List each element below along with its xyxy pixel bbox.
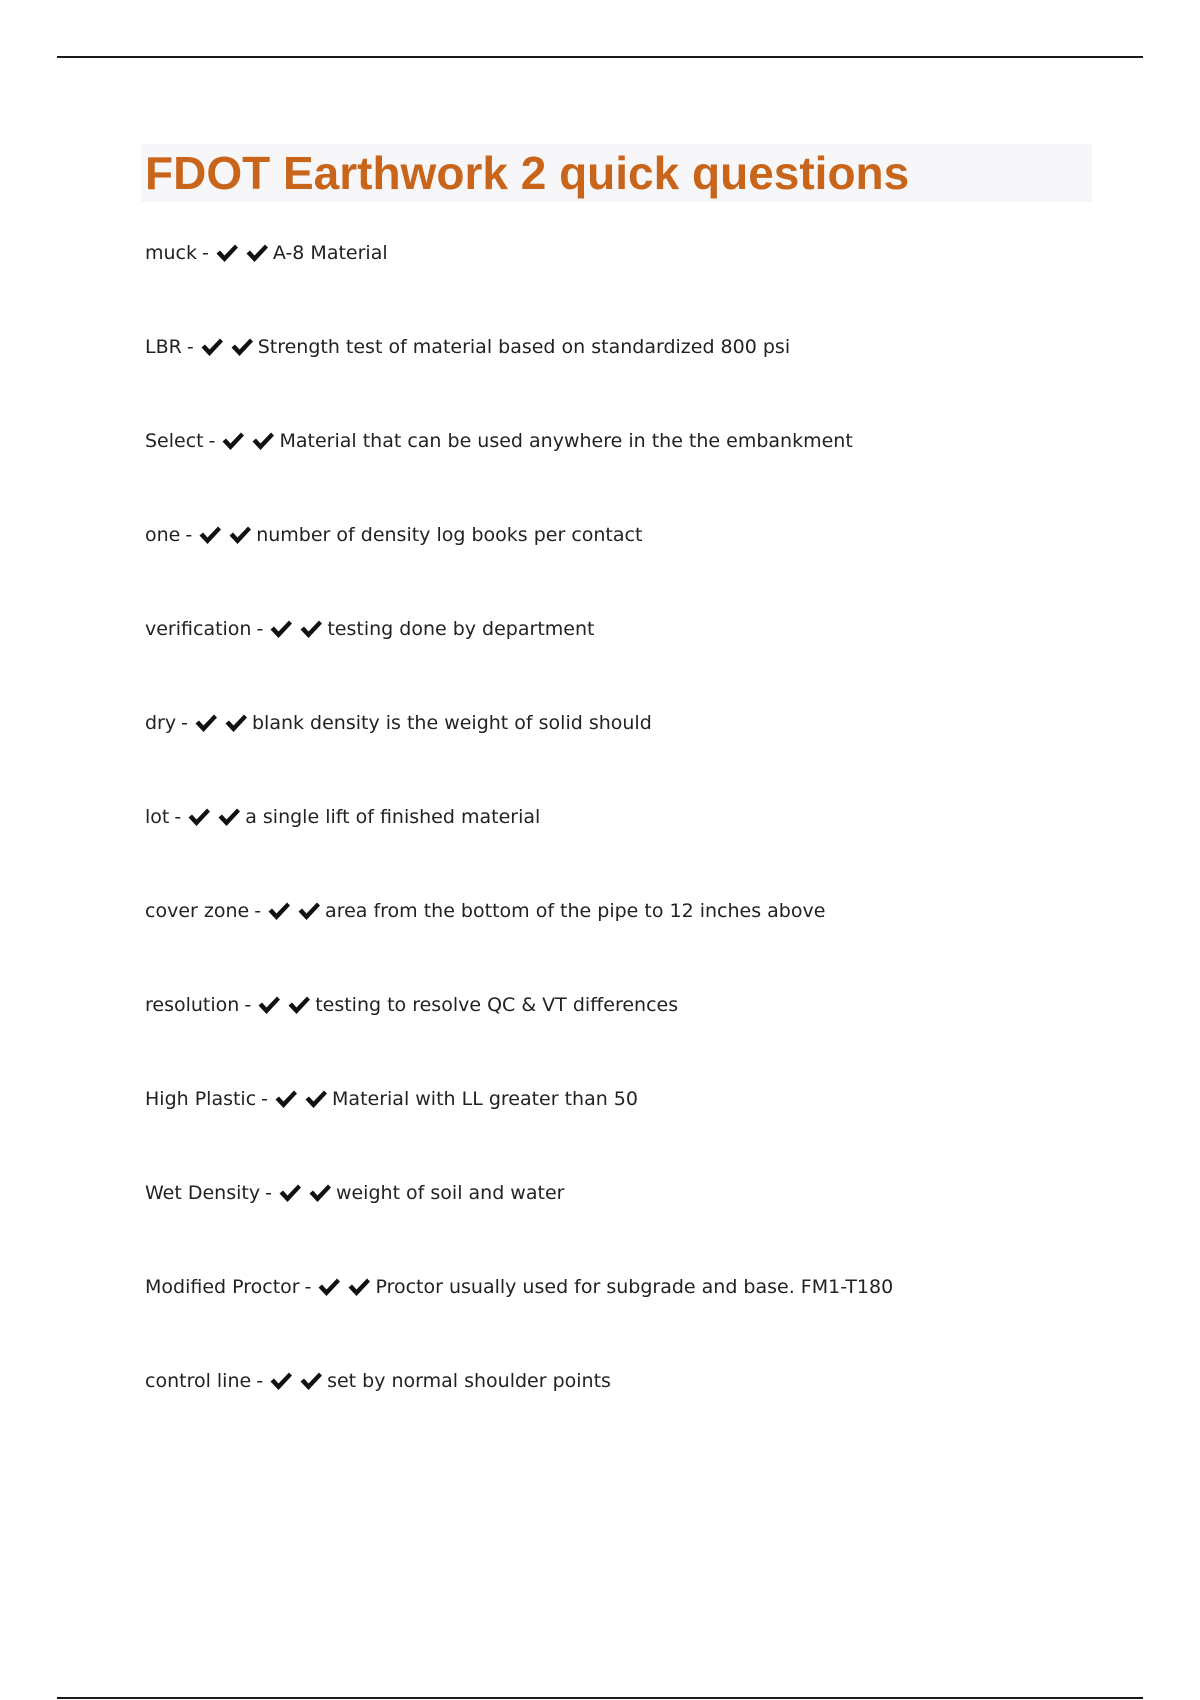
- check-marks: [267, 898, 323, 924]
- definition: A-8 Material: [272, 242, 388, 264]
- separator: -: [244, 994, 252, 1016]
- check-marks: [200, 334, 256, 360]
- check-mark-icon: [308, 1183, 332, 1203]
- list-item: [145, 334, 1145, 428]
- separator: -: [261, 1088, 269, 1110]
- check-mark-icon: [187, 807, 211, 827]
- definition: Material with LL greater than 50: [332, 1088, 638, 1110]
- check-mark-icon: [194, 713, 218, 733]
- term: Select: [145, 430, 204, 452]
- check-marks: [215, 240, 271, 266]
- definition: testing done by department: [327, 618, 595, 640]
- check-mark-icon: [287, 995, 311, 1015]
- footer-rule: [57, 1697, 1143, 1699]
- definition: Material that can be used anywhere in the the embankment: [279, 430, 853, 452]
- check-mark-icon: [228, 525, 252, 545]
- list-item: [145, 992, 1145, 1086]
- check-mark-icon: [221, 431, 245, 451]
- list-item: [145, 710, 1145, 804]
- list-item: [145, 616, 1145, 710]
- check-mark-icon: [317, 1277, 341, 1297]
- separator: -: [186, 336, 194, 358]
- check-marks: [221, 428, 277, 454]
- separator: -: [174, 806, 182, 828]
- list-item: [145, 1368, 1145, 1462]
- check-mark-icon: [269, 619, 293, 639]
- check-mark-icon: [230, 337, 254, 357]
- definition: area from the bottom of the pipe to 12 inches above: [325, 900, 826, 922]
- check-mark-icon: [200, 337, 224, 357]
- check-mark-icon: [198, 525, 222, 545]
- definition: weight of soil and water: [335, 1182, 565, 1204]
- separator: -: [202, 242, 209, 264]
- separator: -: [185, 524, 193, 546]
- definition: testing to resolve QC & VT differences: [315, 994, 679, 1016]
- check-marks: [317, 1274, 373, 1300]
- check-mark-icon: [304, 1089, 328, 1109]
- definition: blank density is the weight of solid should: [251, 712, 652, 734]
- term: verification: [145, 618, 252, 640]
- term: cover zone: [145, 900, 250, 922]
- check-mark-icon: [274, 1089, 298, 1109]
- check-marks: [187, 804, 243, 830]
- list-item: [145, 522, 1145, 616]
- check-mark-icon: [217, 807, 241, 827]
- check-marks: [269, 616, 325, 642]
- separator: -: [304, 1276, 312, 1298]
- check-mark-icon: [257, 995, 281, 1015]
- term: Modified Proctor: [145, 1276, 300, 1298]
- separator: -: [181, 712, 188, 734]
- check-marks: [274, 1086, 330, 1112]
- definition: Proctor usually used for subgrade and base. FM1-T180: [375, 1276, 894, 1298]
- list-item: [145, 898, 1145, 992]
- check-marks: [269, 1368, 325, 1394]
- separator: -: [254, 900, 262, 922]
- definition: number of density log books per contact: [256, 524, 643, 546]
- check-mark-icon: [245, 243, 269, 263]
- check-mark-icon: [278, 1183, 302, 1203]
- definition: Strength test of material based on standardized 800 psi: [257, 336, 791, 358]
- term: control line: [145, 1370, 252, 1392]
- check-mark-icon: [347, 1277, 371, 1297]
- term: Wet Density: [145, 1182, 261, 1204]
- check-mark-icon: [299, 619, 323, 639]
- check-marks: [194, 710, 250, 736]
- check-mark-icon: [267, 901, 291, 921]
- check-mark-icon: [251, 431, 275, 451]
- definition: a single lift of finished material: [245, 806, 541, 828]
- term: lot: [145, 806, 170, 828]
- term: muck: [145, 242, 197, 264]
- definition: set by normal shoulder points: [327, 1370, 611, 1392]
- list-item: [145, 428, 1145, 522]
- list-item: [145, 240, 1145, 334]
- check-mark-icon: [215, 243, 239, 263]
- list-item: [145, 1274, 1145, 1368]
- list-item: [145, 804, 1145, 898]
- check-mark-icon: [269, 1371, 293, 1391]
- term: LBR: [145, 336, 182, 358]
- page-title: FDOT Earthwork 2 quick questions: [145, 147, 910, 199]
- check-marks: [257, 992, 313, 1018]
- separator: -: [256, 1370, 264, 1392]
- check-mark-icon: [297, 901, 321, 921]
- check-marks: [278, 1180, 334, 1206]
- check-marks: [198, 522, 254, 548]
- term: dry: [145, 712, 177, 734]
- check-mark-icon: [299, 1371, 323, 1391]
- header-rule: [57, 56, 1143, 58]
- separator: -: [208, 430, 216, 452]
- check-mark-icon: [224, 713, 248, 733]
- term: resolution: [145, 994, 240, 1016]
- separator: -: [265, 1182, 272, 1204]
- term: one: [145, 524, 181, 546]
- list-item: [145, 1180, 1145, 1274]
- separator: -: [256, 618, 264, 640]
- term: High Plastic: [145, 1088, 257, 1110]
- qa-list: [145, 240, 1145, 1462]
- list-item: [145, 1086, 1145, 1180]
